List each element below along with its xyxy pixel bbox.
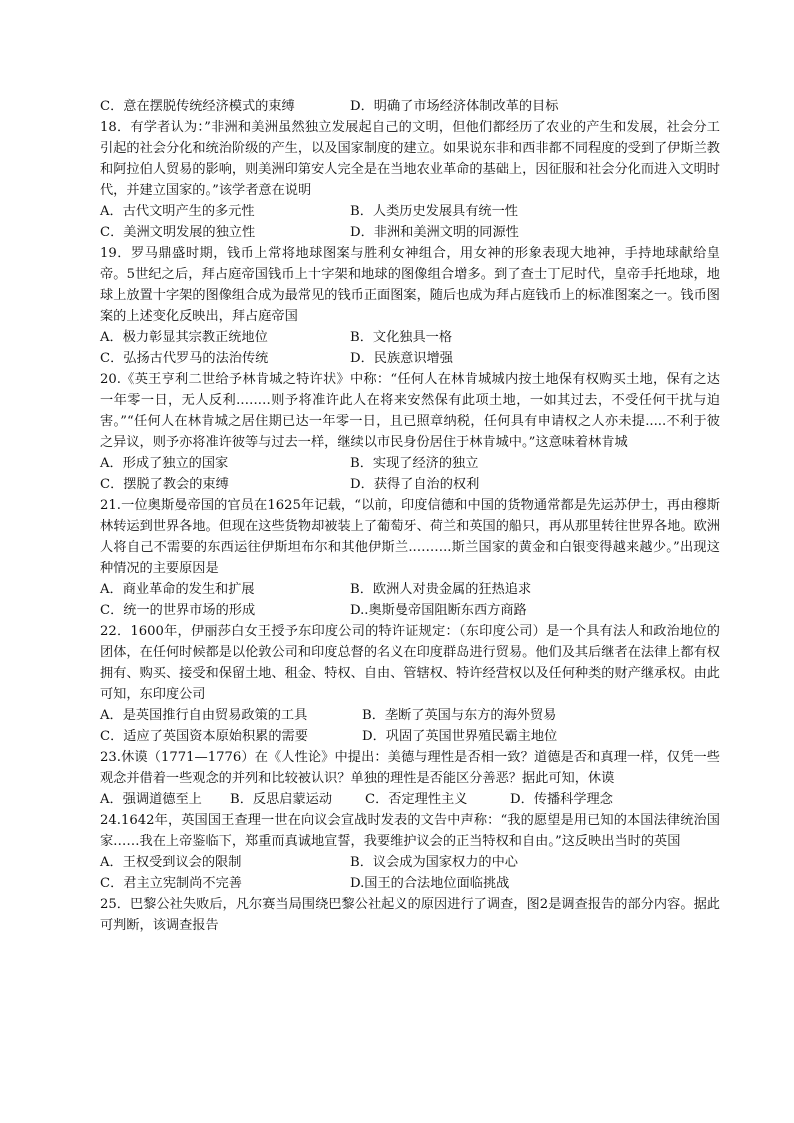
option-a: A．商业革命的发生和扩展 (100, 582, 255, 597)
option-row (100, 789, 720, 810)
option-a: A．形成了独立的国家 (100, 456, 229, 471)
question-23 (100, 747, 720, 810)
question-stem: 18．有学者认为：”非洲和美洲虽然独立发展起自己的文明，但他们都经历了农业的产生和发展，社会分工引起的社会分化和统治阶级的产生，以及国家制度的建立。如果说东非和西非都不同程度的受到了伊斯兰教和阿拉伯人贸易的影响，则美洲印第安人完全是在当地农业革命的基础上，因征服和社会分化而进入文明时代，并建立国家的。”该学者意在说明 (100, 120, 720, 198)
question-stem: 22．1600年，伊丽莎白女王授予东印度公司的特许证规定：（东印度公司）是一个具有法人和政治地位的团体，在任何时候都是以伦敦公司和印度总督的名义在印度群岛进行贸易。他们及其后继者在法律上都有权拥有、购买、接受和保留土地、租金、特权、自由、管辖权、特许经营权以及任何种类的财产继承权。由此可知，东印度公司 (100, 624, 720, 702)
option-c: C．统一的世界市场的形成 (100, 603, 256, 618)
option-c: C．弘扬古代罗马的法治传统 (100, 351, 269, 366)
option-a: A．极力彰显其宗教正统地位 (100, 330, 268, 345)
option-c: C．美洲文明发展的独立性 (100, 225, 256, 240)
option-row (100, 348, 720, 369)
option-d: D．获得了自治的权利 (350, 477, 480, 492)
option-row (100, 726, 720, 747)
option-b: B．垄断了英国与东方的海外贸易 (362, 708, 557, 723)
prev-question-options (100, 96, 720, 117)
question-stem: 19．罗马鼎盛时期，钱币上常将地球图案与胜利女神组合，用女神的形象表现大地神，手持地球献给皇帝。5世纪之后，拜占庭帝国钱币上十字架和地球的图像组合增多。到了查士丁尼时代，皇帝手托地球，地球上放置十字架的图像组合成为最常见的钱币正面图案，随后也成为拜占庭钱币上的标准图案之一。钱币图案的上述变化反映出，拜占庭帝国 (100, 246, 720, 324)
option-row (100, 453, 720, 474)
option-c: C．君主立宪制尚不完善 (100, 876, 242, 891)
option-row (100, 201, 720, 222)
question-20 (100, 369, 720, 495)
option-c: C．适应了英国资本原始积累的需要 (100, 729, 308, 744)
question-content (100, 96, 720, 936)
option-b: B．文化独具一格 (350, 330, 453, 345)
option-c: C．摆脱了教会的束缚 (100, 477, 229, 492)
option-d: D．明确了市场经济体制改革的目标 (350, 99, 559, 114)
option-row (100, 579, 720, 600)
option-b: B．欧洲人对贵金属的狂热追求 (350, 582, 532, 597)
question-21 (100, 495, 720, 621)
question-18 (100, 117, 720, 243)
option-row (100, 222, 720, 243)
option-d: D．非洲和美洲文明的同源性 (350, 225, 519, 240)
question-22 (100, 621, 720, 747)
option-row (100, 873, 720, 894)
option-b: B．实现了经济的独立 (350, 456, 479, 471)
question-stem: 24.1642年，英国国王查理一世在向议会宣战时发表的文告中声称：“我的愿望是用已知的本国法律统治国家……我在上帝鉴临下，郑重而真诚地宣誓，我要维护议会的正当特权和自由。”这反映出当时的英国 (100, 813, 720, 849)
option-c: C．否定理性主义 (365, 792, 468, 807)
question-24 (100, 810, 720, 894)
option-row (100, 852, 720, 873)
option-b: B．人类历史发展具有统一性 (350, 204, 518, 219)
question-stem: 23.休谟（1771—1776）在《人性论》中提出：美德与理性是否相一致？道德是否和真理一样，仅凭一些观念并借着一些观念的并列和比较被认识？单独的理性是否能区分善恶？据此可知，休谟 (100, 750, 720, 786)
option-a: A．强调道德至上 (100, 792, 202, 807)
option-row (100, 327, 720, 348)
option-b: B．反思启蒙运动 (230, 792, 333, 807)
option-a: A．王权受到议会的限制 (100, 855, 242, 870)
question-19 (100, 243, 720, 369)
question-25 (100, 894, 720, 936)
option-row (100, 600, 720, 621)
option-d: D．传播科学理念 (510, 792, 613, 807)
question-stem: 21.一位奥斯曼帝国的官员在1625年记载，“以前，印度信德和中国的货物通常都是先运苏伊士，再由穆斯林转运到世界各地。但现在这些货物却被装上了葡萄牙、荷兰和英国的船只，再从那里转往世界各地。欧洲人将自己不需要的东西运往伊斯坦布尔和其他伊斯兰..……..斯兰国家的黄金和白银变得越来越少。”出现这种情况的主要原因是 (100, 498, 720, 576)
option-row (100, 474, 720, 495)
option-a: A．古代文明产生的多元性 (100, 204, 255, 219)
question-stem: 25．巴黎公社失败后，凡尔赛当局围绕巴黎公社起义的原因进行了调查，图2是调查报告的部分内容。据此可判断，该调查报告 (100, 897, 720, 933)
question-stem: 20.《英王亨利二世给予林肯城之特许状》中称：“任何人在林肯城城内按土地保有权购买土地，保有之达一年零一日，无人反利.….…则予将准许此人在将来安然保有此项土地，一如其过去，不受任何干扰与迫害。”“任何人在林肯城之居住期已达一年零一日，且已照章纳税，任何具有申请权之人亦未提.....不利于彼之异议，则予亦将准许彼等与过去一样，继续以市民身份居住于林肯城中。”这意味着林肯城 (100, 372, 720, 450)
option-d: D..奥斯曼帝国阻断东西方商路 (350, 603, 527, 618)
option-d: D．民族意识增强 (350, 351, 453, 366)
option-row (100, 705, 720, 726)
option-a: A．是英国推行自由贸易政策的工具 (100, 708, 308, 723)
option-d: D．巩固了英国世界殖民霸主地位 (362, 729, 558, 744)
option-d: D.国王的合法地位面临挑战 (350, 876, 510, 891)
option-b: B．议会成为国家权力的中心 (350, 855, 518, 870)
option-c: C．意在摆脱传统经济模式的束缚 (100, 99, 295, 114)
